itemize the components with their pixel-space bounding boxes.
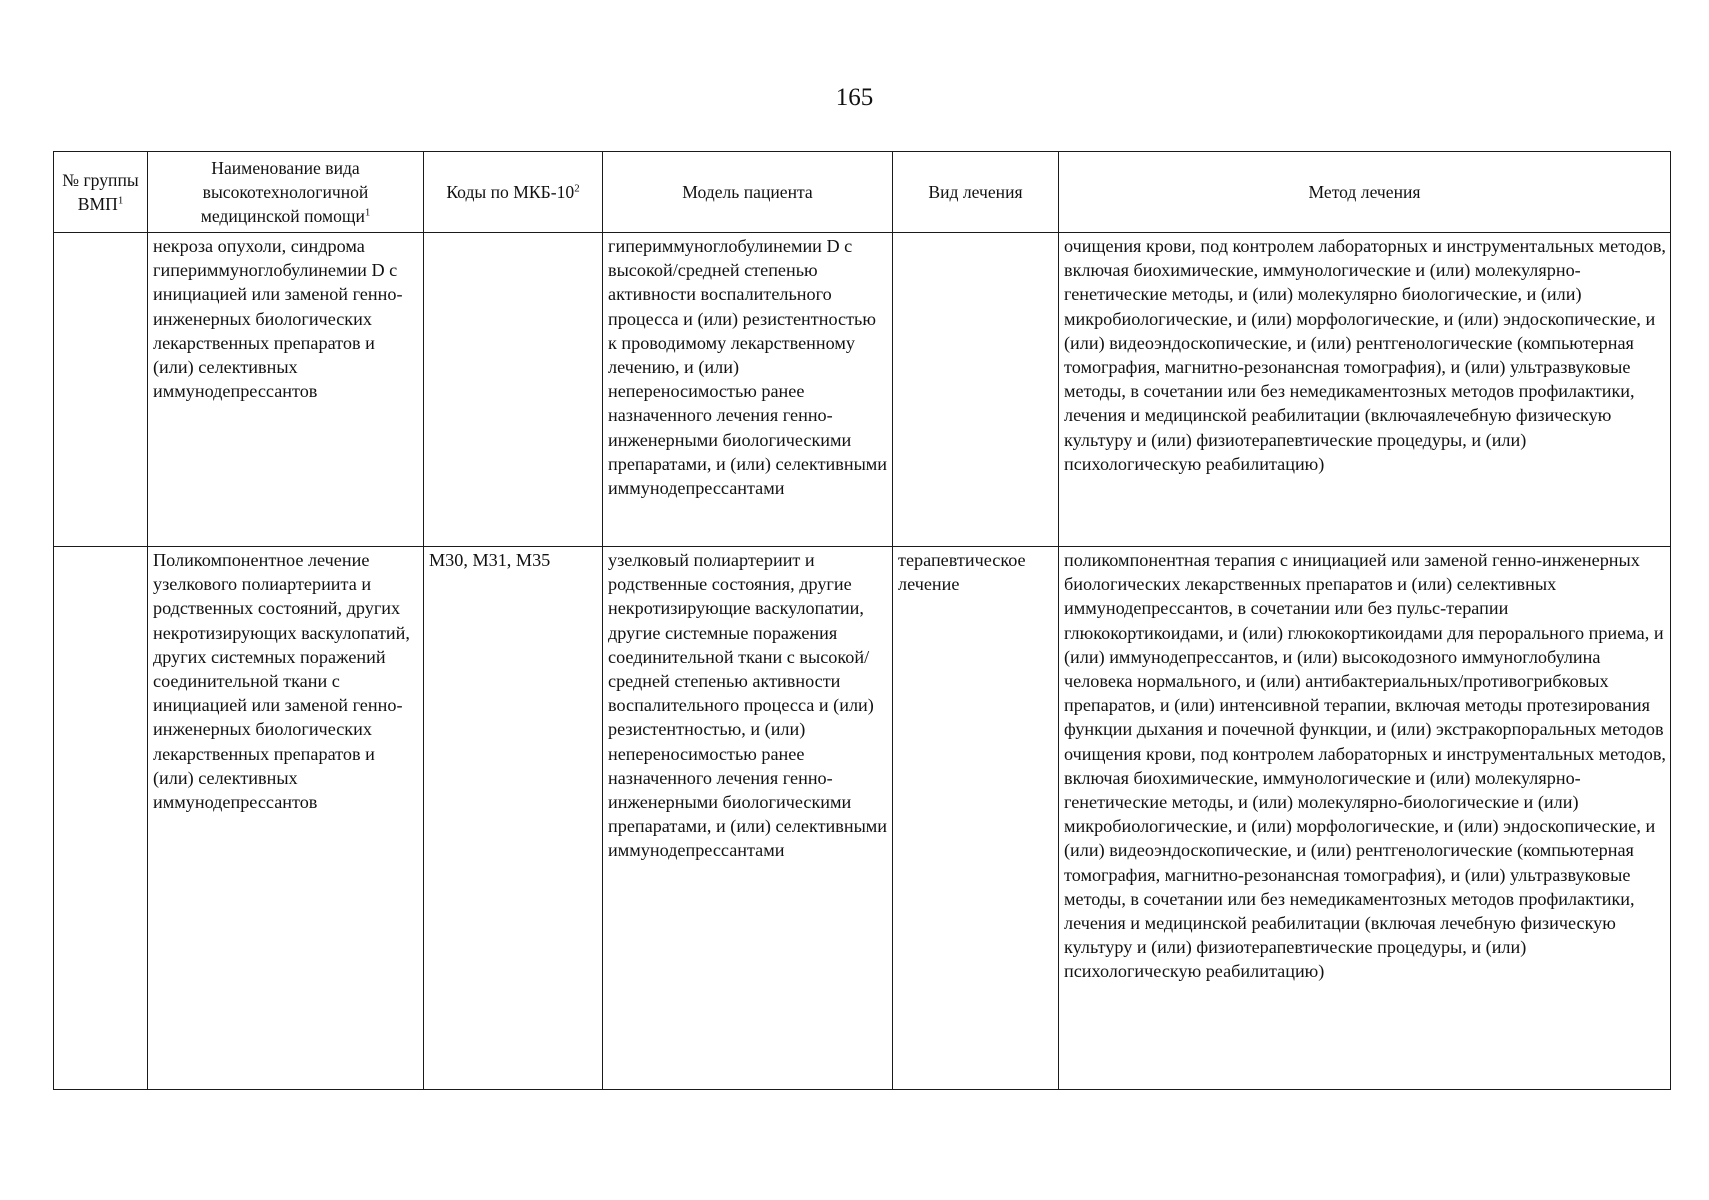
cell-method: поликомпонентная терапия с инициацией или заменой генно-инженерных биологических лекарственных препаратов и (или) селективных иммунодепрессантов, в сочетании или без пульс-терапии глюкокортикоидами, и (или) глюкокортикоидами для перорального приема, и (или) иммунодепрессантов, и (или) высокодозного иммуноглобулина человека нормального, и (или) антибактериальных/противогрибковых препаратов, и (или) интенсивной терапии, включая методы протезирования функции дыхания и почечной функции, и (или) экстракорпоральных методов очищения крови, под контролем лабораторных и инструментальных методов, включая биохимические, иммунологические и (или) молекулярно-генетические методы, и (или) молекулярно-биологические и (или) микробиологические, и (или) морфологические, и (или) эндоскопические, и (или) видеоэндоскопические, и (или) рентгенологические (компьютерная томография, магнитно-резонансная томография), и (или) ультразвуковые методы, в сочетании или без немедикаментозных методов профилактики, лечения и медицинской реабилитации (включая лечебную физическую культуру и (или) физиотерапевтические процедуры, и (или) психологическую реабилитацию)	[1059, 547, 1671, 1090]
header-method: Метод лечения	[1059, 152, 1671, 233]
cell-method: очищения крови, под контролем лабораторных и инструментальных методов, включая биохимические, иммунологические и (или) молекулярно-генетические методы, и (или) молекулярно биологические, и (или) микробиологические, и (или) морфологические, и (или) эндоскопические, и (или) видеоэндоскопические, и (или) рентгенологические (компьютерная томография, магнитно-резонансная томография), и (или) ультразвуковые методы, в сочетании или без немедикаментозных методов профилактики, лечения и медицинской реабилитации (включаялечебную физическую культуру и (или) физиотерапевтические процедуры, и (или) психологическую реабилитацию)	[1059, 233, 1671, 547]
header-treatment-type: Вид лечения	[893, 152, 1059, 233]
header-icd-codes: Коды по МКБ-$10^2$	[424, 152, 603, 233]
header-care-name: Наименование вида высокотехнологичной медицинской помощи$^1$	[148, 152, 424, 233]
cell-patient-model: гипериммуноглобулинемии D с высокой/средней степенью активности воспалительного процесса и (или) резистентностью к проводимому лекарственному лечению, и (или) непереносимостью ранее назначенного лечения генно-инженерными биологическими препаратами, и (или) селективными иммунодепрессантами	[603, 233, 893, 547]
cell-treatment-type	[893, 233, 1059, 547]
header-group-no: № группы ВМП$^1$	[54, 152, 148, 233]
cell-group-no	[54, 547, 148, 1090]
cell-icd-codes	[424, 233, 603, 547]
cell-group-no	[54, 233, 148, 547]
table-row	[54, 547, 1671, 1090]
table-row	[54, 233, 1671, 547]
cell-treatment-type: терапевтическое лечение	[893, 547, 1059, 1090]
table-header-row	[54, 152, 1671, 233]
treatment-table	[53, 151, 1671, 1090]
cell-care-name: Поликомпонентное лечение узелкового полиартериита и родственных состояний, других некротизирующих васкулопатий, других системных поражений соединительной ткани с инициацией или заменой генно-инженерных биологических лекарственных препаратов и (или) селективных иммунодепрессантов	[148, 547, 424, 1090]
header-patient-model: Модель пациента	[603, 152, 893, 233]
cell-icd-codes: M30, M31, M35	[424, 547, 603, 1090]
cell-care-name: некроза опухоли, синдрома гипериммуноглобулинемии D с инициацией или заменой генно-инженерных биологических лекарственных препаратов и (или) селективных иммунодепрессантов	[148, 233, 424, 547]
page-number: 165	[835, 84, 874, 111]
cell-patient-model: узелковый полиартериит и родственные состояния, другие некротизирующие васкулопатии, другие системные поражения соединительной ткани с высокой/средней степенью активности воспалительного процесса и (или) резистентностью, и (или) непереносимостью ранее назначенного лечения генно-инженерными биологическими препаратами, и (или) селективными иммунодепрессантами	[603, 547, 893, 1090]
